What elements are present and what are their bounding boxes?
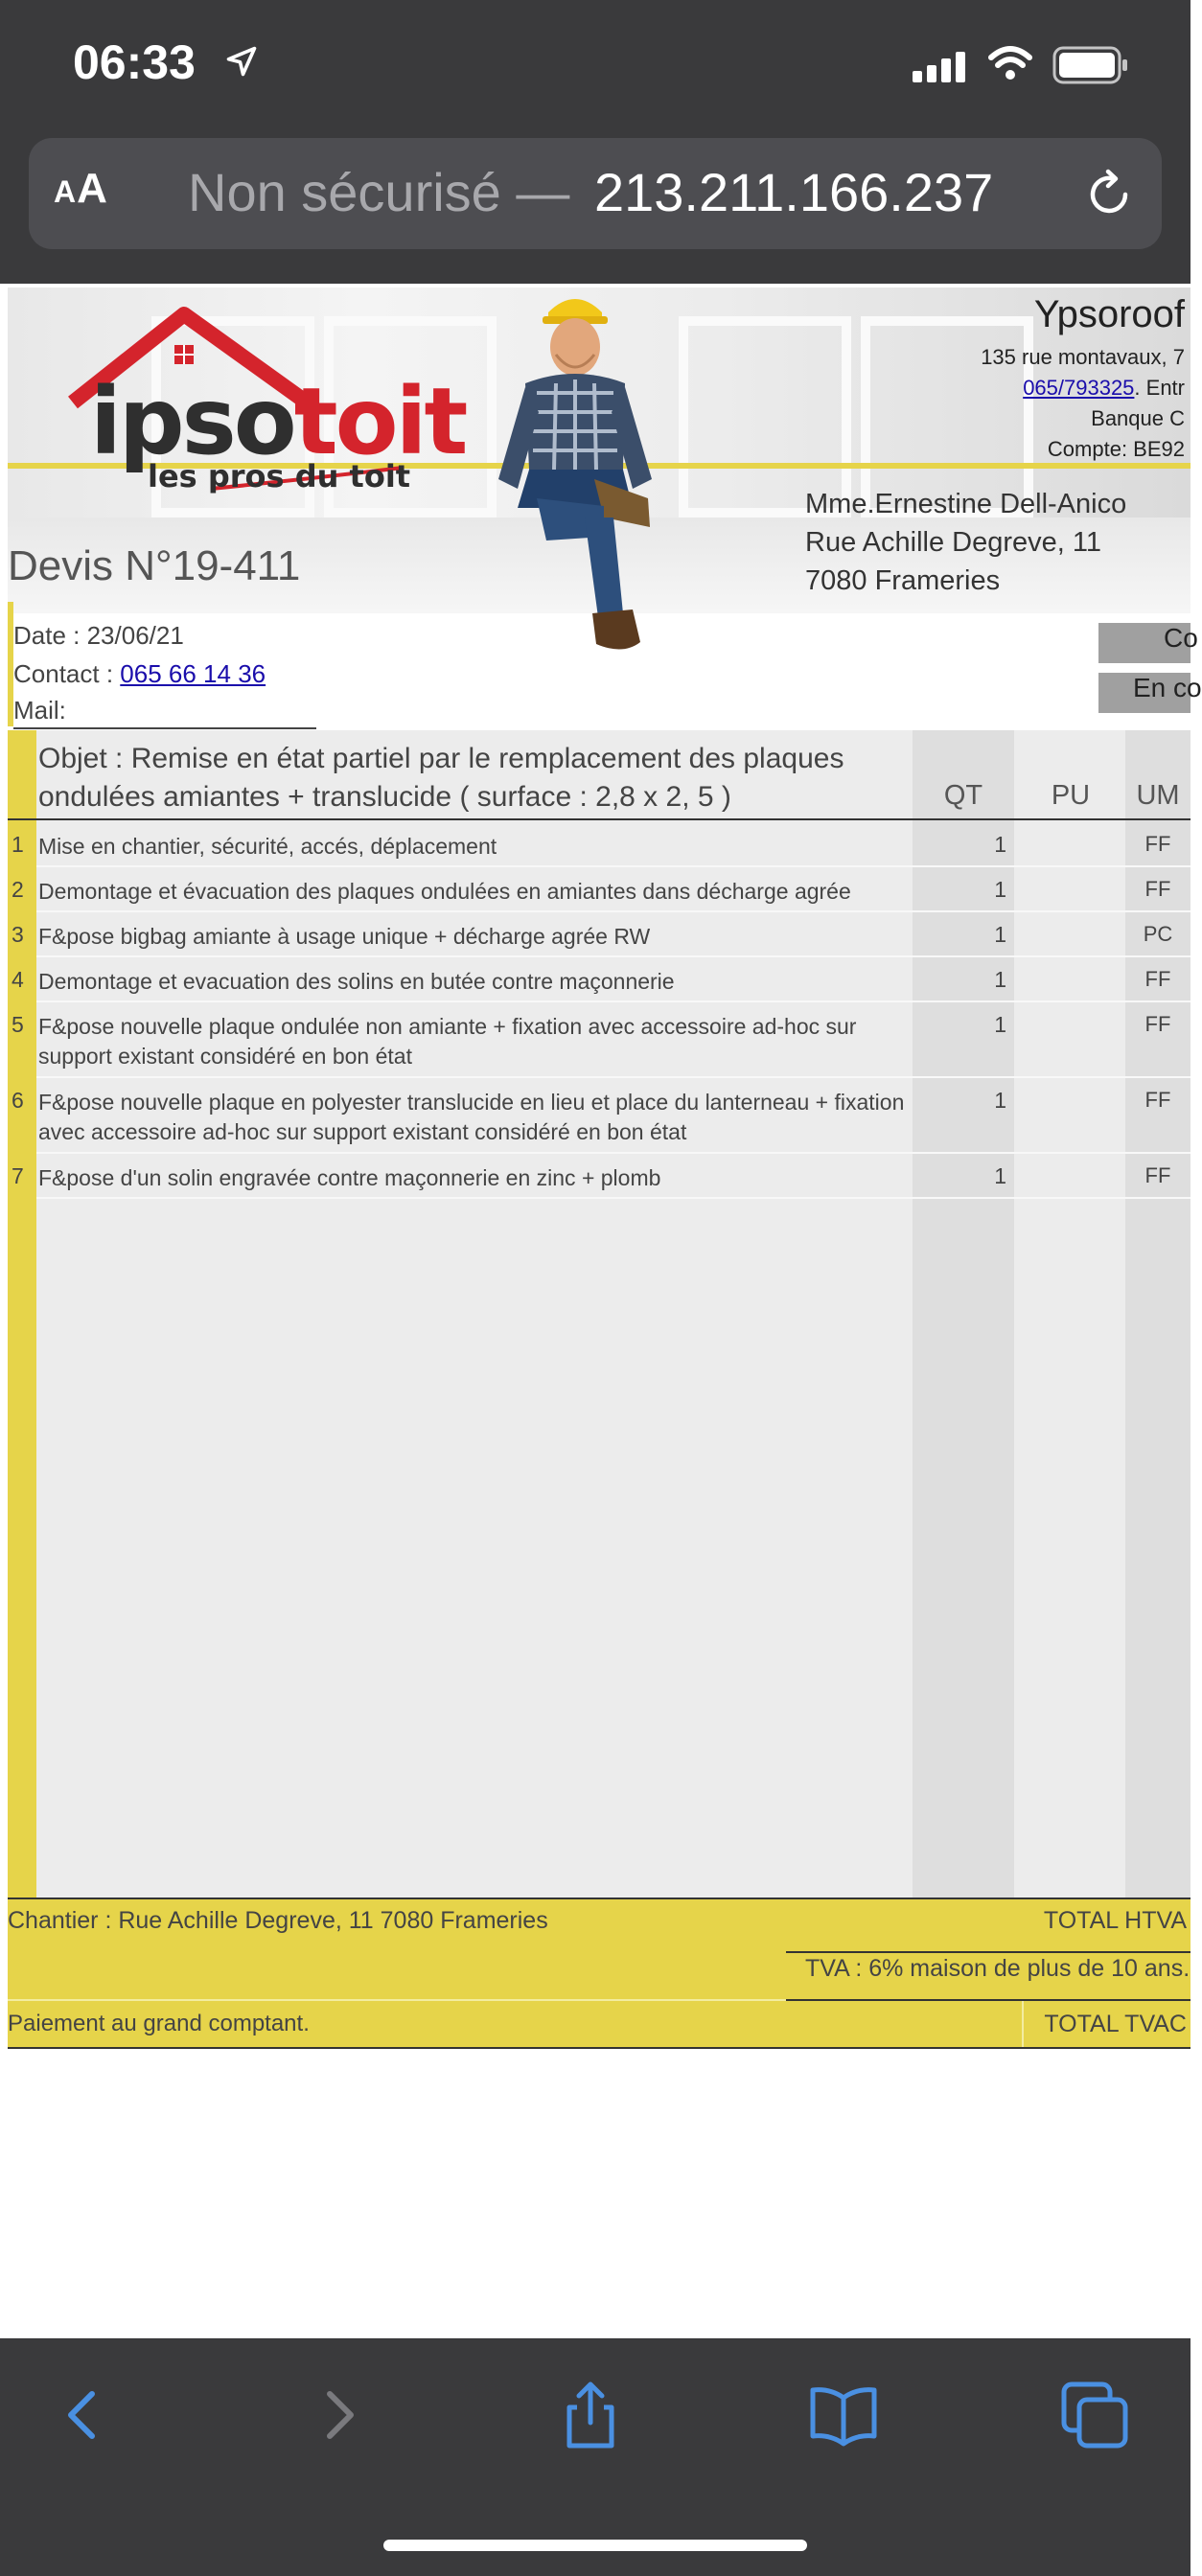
logo-brand-red: toit <box>293 368 466 475</box>
row-qt: 1 <box>994 877 1006 902</box>
row-qt: 1 <box>994 967 1006 992</box>
quote-title: Devis N°19-411 <box>8 542 301 589</box>
row-number: 7 <box>12 1163 24 1188</box>
row-number: 6 <box>12 1088 24 1113</box>
company-contact-line <box>1023 376 1185 401</box>
footer-top-border <box>8 1898 1190 1899</box>
row-um: FF <box>1144 967 1171 991</box>
company-name: Ypsoroof <box>1033 293 1185 335</box>
row-qt: 1 <box>994 1088 1006 1113</box>
logo-tagline: les pros du toit <box>148 458 411 494</box>
back-icon[interactable] <box>44 2377 121 2453</box>
payment-terms: Paiement au grand comptant. <box>8 2011 310 2036</box>
company-account: Compte: BE92 <box>1047 437 1185 461</box>
table-row <box>8 867 1190 911</box>
header-qt: QT <box>943 780 983 811</box>
client-address-block <box>805 485 1126 600</box>
header-pu: PU <box>1051 780 1091 811</box>
company-bank: Banque C <box>1091 406 1185 430</box>
table-row <box>8 1002 1190 1077</box>
row-description: Mise en chantier, sécurité, accés, déplacement <box>38 834 497 859</box>
row-divider <box>36 1197 1190 1199</box>
company-address: 135 rue montavaux, 7 <box>981 345 1185 369</box>
url-security-label: Non sécurisé — <box>188 162 570 222</box>
total-htva-label: TOTAL HTVA <box>1043 1907 1187 1934</box>
footer-divider-right <box>786 1999 1190 2001</box>
row-qt: 1 <box>994 1012 1006 1037</box>
contact-label: Contact : <box>13 659 114 688</box>
footer-divider <box>8 1999 786 2001</box>
row-qt: 1 <box>994 922 1006 947</box>
row-description: F&pose nouvelle plaque ondulée non amiante + fixation avec accessoire ad-hoc sur support existant considéré en bon état <box>38 1014 857 1069</box>
row-qt: 1 <box>994 832 1006 857</box>
url-host: 213.211.166.237 <box>594 162 994 222</box>
quote-date: Date : 23/06/21 <box>13 621 184 650</box>
forward-icon[interactable] <box>301 2377 378 2453</box>
table-row <box>8 822 1190 866</box>
row-description: F&pose nouvelle plaque en polyester translucide en lieu et place du lanterneau + fixation avec accessoire ad-hoc sur support existant considéré en bon état <box>38 1090 905 1144</box>
row-description: F&pose d'un solin engravée contre maçonnerie en zinc + plomb <box>38 1165 661 1190</box>
worker-illustration <box>479 288 671 671</box>
bookmarks-icon[interactable] <box>805 2377 882 2453</box>
action-button-en-cours[interactable]: En co <box>1098 673 1190 713</box>
reader-aa-button[interactable]: AA <box>54 165 108 212</box>
company-contact-suffix: . Entr <box>1134 376 1185 400</box>
row-description: Demontage et évacuation des plaques ondulées en amiantes dans décharge agrée <box>38 879 851 904</box>
row-description: F&pose bigbag amiante à usage unique + décharge agrée RW <box>38 924 651 949</box>
status-time: 06:33 <box>73 35 196 89</box>
tva-label: TVA : 6% maison de plus de 10 ans. <box>805 1955 1190 1982</box>
ipsotoit-logo <box>67 307 470 508</box>
quote-contact <box>13 659 266 689</box>
cellular-signal-icon <box>913 50 970 82</box>
client-name: Mme.Ernestine Dell-Anico <box>805 489 1127 519</box>
header-divider <box>8 818 1190 820</box>
table-row <box>8 912 1190 956</box>
client-city: 7080 Frameries <box>805 565 1001 596</box>
tabs-icon[interactable] <box>1056 2377 1133 2453</box>
total-tvac-label: TOTAL TVAC <box>1044 2011 1187 2037</box>
row-um: FF <box>1144 1163 1171 1187</box>
reload-icon[interactable] <box>1083 169 1135 220</box>
row-description: Demontage et evacuation des solins en butée contre maçonnerie <box>38 969 675 994</box>
contact-phone-link[interactable]: 065 66 14 36 <box>120 659 266 688</box>
action-button-co[interactable]: Co <box>1098 623 1190 663</box>
row-um: FF <box>1144 832 1171 856</box>
quote-object: Objet : Remise en état partiel par le remplacement des plaques ondulées amiantes + translucide ( surface : 2,8 x 2, 5 ) <box>38 743 844 813</box>
logo-brand-dark: ipso <box>90 368 294 475</box>
row-number: 2 <box>12 877 24 902</box>
client-street: Rue Achille Degreve, 11 <box>805 527 1101 558</box>
row-um: FF <box>1144 1088 1171 1112</box>
tva-divider <box>786 1951 1190 1953</box>
site-address: Chantier : Rue Achille Degreve, 11 7080 Frameries <box>8 1907 548 1934</box>
battery-icon <box>1052 46 1129 84</box>
table-row <box>8 1078 1190 1153</box>
row-number: 5 <box>12 1012 24 1037</box>
location-arrow-icon <box>224 44 259 79</box>
company-phone-link[interactable]: 065/793325 <box>1023 376 1135 400</box>
row-um: FF <box>1144 877 1171 901</box>
tvac-separator <box>1022 2001 1024 2047</box>
row-um: FF <box>1144 1012 1171 1036</box>
quote-mail: Mail: <box>13 696 316 729</box>
footer-bottom-border <box>8 2047 1190 2049</box>
row-qt: 1 <box>994 1163 1006 1188</box>
row-number: 1 <box>12 832 24 857</box>
wifi-icon <box>987 42 1033 84</box>
row-number: 3 <box>12 922 24 947</box>
table-row <box>8 1154 1190 1198</box>
row-um: PC <box>1143 922 1173 946</box>
share-icon[interactable] <box>552 2377 629 2453</box>
table-row <box>8 957 1190 1001</box>
home-indicator[interactable] <box>383 2540 807 2551</box>
row-number: 4 <box>12 967 24 992</box>
header-um: UM <box>1136 780 1180 811</box>
